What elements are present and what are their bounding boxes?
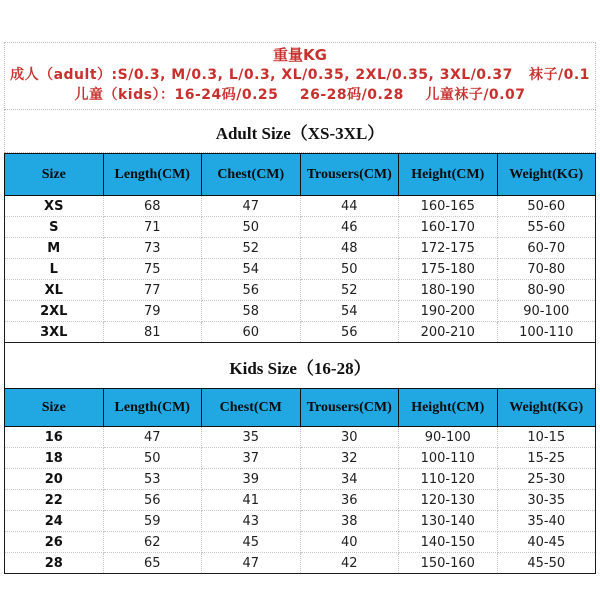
table-cell: 40-45 — [497, 532, 596, 553]
table-row — [5, 301, 596, 322]
table-row — [5, 553, 596, 574]
column-header: Chest(CM — [202, 389, 301, 427]
table-cell: 50-60 — [497, 196, 596, 217]
table-cell: 28 — [5, 553, 104, 574]
table-cell: 70-80 — [497, 259, 596, 280]
column-header: Weight(KG) — [497, 154, 596, 196]
table-cell: 81 — [103, 322, 202, 343]
table-cell: 160-165 — [399, 196, 498, 217]
table-cell: 50 — [202, 217, 301, 238]
table-cell: 41 — [202, 490, 301, 511]
table-cell: 77 — [103, 280, 202, 301]
table-row — [5, 238, 596, 259]
table-cell: 22 — [5, 490, 104, 511]
table-cell: 45-50 — [497, 553, 596, 574]
table-cell: 39 — [202, 469, 301, 490]
table-row — [5, 511, 596, 532]
table-cell: 55-60 — [497, 217, 596, 238]
table-cell: 90-100 — [399, 427, 498, 448]
table-cell: 35-40 — [497, 511, 596, 532]
table-cell: 59 — [103, 511, 202, 532]
table-row — [5, 280, 596, 301]
table-cell: 190-200 — [399, 301, 498, 322]
adult-weight-line: 成人（adult）:S/0.3, M/0.3, L/0.3, XL/0.35, 2XL/0.35, 3XL/0.37 袜子/0.1 — [10, 67, 590, 83]
table-row — [5, 532, 596, 553]
table-cell: 52 — [300, 280, 399, 301]
table-cell: M — [5, 238, 104, 259]
table-cell: 73 — [103, 238, 202, 259]
table-cell: 58 — [202, 301, 301, 322]
kids-size-heading: Kids Size（16-28） — [4, 343, 596, 388]
table-cell: 150-160 — [399, 553, 498, 574]
table-cell: 100-110 — [497, 322, 596, 343]
table-cell: 3XL — [5, 322, 104, 343]
table-cell: 47 — [202, 553, 301, 574]
table-cell: 10-15 — [497, 427, 596, 448]
table-cell: 120-130 — [399, 490, 498, 511]
column-header: Trousers(CM) — [300, 154, 399, 196]
table-cell: 50 — [300, 259, 399, 280]
table-cell: XL — [5, 280, 104, 301]
header-row — [5, 389, 596, 427]
table-cell: 160-170 — [399, 217, 498, 238]
table-cell: 34 — [300, 469, 399, 490]
table-cell: 90-100 — [497, 301, 596, 322]
table-cell: 60-70 — [497, 238, 596, 259]
table-cell: 80-90 — [497, 280, 596, 301]
table-cell: 20 — [5, 469, 104, 490]
table-cell: 47 — [103, 427, 202, 448]
table-cell: 24 — [5, 511, 104, 532]
table-cell: 43 — [202, 511, 301, 532]
kids-weight-line: 儿童（kids）：16-24码/0.25 26-28码/0.28 儿童袜子/0.07 — [74, 87, 526, 103]
table-cell: 180-190 — [399, 280, 498, 301]
table-cell: 18 — [5, 448, 104, 469]
table-cell: 75 — [103, 259, 202, 280]
adult-size-heading: Adult Size（XS-3XL） — [4, 110, 596, 153]
table-cell: 62 — [103, 532, 202, 553]
column-header: Length(CM) — [103, 389, 202, 427]
table-cell: 46 — [300, 217, 399, 238]
table-cell: 172-175 — [399, 238, 498, 259]
table-row — [5, 490, 596, 511]
table-cell: 71 — [103, 217, 202, 238]
column-header: Length(CM) — [103, 154, 202, 196]
table-cell: 68 — [103, 196, 202, 217]
table-cell: 54 — [202, 259, 301, 280]
table-cell: 53 — [103, 469, 202, 490]
table-cell: 110-120 — [399, 469, 498, 490]
column-header: Trousers(CM) — [300, 389, 399, 427]
table-cell: 47 — [202, 196, 301, 217]
table-cell: 44 — [300, 196, 399, 217]
table-cell: 200-210 — [399, 322, 498, 343]
table-cell: XS — [5, 196, 104, 217]
weight-title: 重量KG — [273, 46, 327, 64]
table-cell: 36 — [300, 490, 399, 511]
table-row — [5, 259, 596, 280]
table-row — [5, 448, 596, 469]
table-cell: 100-110 — [399, 448, 498, 469]
table-row — [5, 217, 596, 238]
table-cell: 32 — [300, 448, 399, 469]
table-cell: 45 — [202, 532, 301, 553]
adult-size-table — [4, 153, 596, 343]
table-row — [5, 322, 596, 343]
table-cell: 2XL — [5, 301, 104, 322]
table-cell: 65 — [103, 553, 202, 574]
table-cell: 15-25 — [497, 448, 596, 469]
table-cell: 175-180 — [399, 259, 498, 280]
table-cell: 54 — [300, 301, 399, 322]
table-cell: 26 — [5, 532, 104, 553]
table-cell: 40 — [300, 532, 399, 553]
kids-size-table — [4, 388, 596, 574]
table-cell: 30-35 — [497, 490, 596, 511]
table-cell: 56 — [103, 490, 202, 511]
table-cell: 52 — [202, 238, 301, 259]
column-header: Size — [5, 154, 104, 196]
column-header: Height(CM) — [399, 389, 498, 427]
table-row — [5, 196, 596, 217]
table-row — [5, 469, 596, 490]
header-row — [5, 154, 596, 196]
column-header: Weight(KG) — [497, 389, 596, 427]
column-header: Height(CM) — [399, 154, 498, 196]
table-cell: S — [5, 217, 104, 238]
weight-info-box — [4, 42, 596, 110]
table-cell: 16 — [5, 427, 104, 448]
table-cell: 60 — [202, 322, 301, 343]
column-header: Chest(CM) — [202, 154, 301, 196]
table-cell: 42 — [300, 553, 399, 574]
column-header: Size — [5, 389, 104, 427]
table-cell: 37 — [202, 448, 301, 469]
table-cell: 140-150 — [399, 532, 498, 553]
table-cell: 56 — [300, 322, 399, 343]
table-row — [5, 427, 596, 448]
table-cell: 30 — [300, 427, 399, 448]
table-cell: 38 — [300, 511, 399, 532]
table-cell: 130-140 — [399, 511, 498, 532]
table-cell: 35 — [202, 427, 301, 448]
table-cell: 79 — [103, 301, 202, 322]
table-cell: 56 — [202, 280, 301, 301]
table-cell: 50 — [103, 448, 202, 469]
table-cell: 48 — [300, 238, 399, 259]
table-cell: 25-30 — [497, 469, 596, 490]
table-cell: L — [5, 259, 104, 280]
